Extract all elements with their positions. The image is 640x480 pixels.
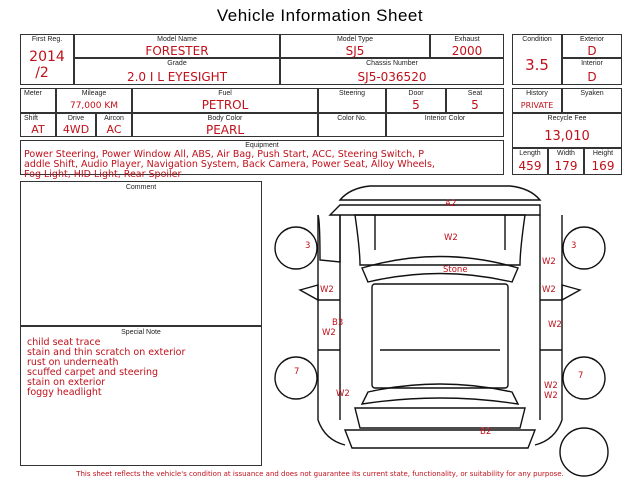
sheet-title: Vehicle Information Sheet xyxy=(216,6,424,25)
mark-left-rear-door: W2 xyxy=(322,328,336,338)
mark-rear-right-wheel: 7 xyxy=(578,371,584,381)
mark-roof: Stone xyxy=(443,265,468,275)
recycle-fee-label: Recycle Fee xyxy=(547,115,587,122)
special-note-label: Special Note xyxy=(121,329,161,336)
drive-value: 4WD xyxy=(62,123,90,136)
mark-front-left-wheel: 3 xyxy=(305,241,311,251)
aircon-label: Aircon xyxy=(104,115,124,122)
mileage-label: Mileage xyxy=(81,90,107,97)
steering-label: Steering xyxy=(338,90,366,97)
rear-window-outline xyxy=(362,384,518,404)
special-note-item: stain on exterior xyxy=(27,377,106,388)
first-reg-year: 2014 xyxy=(29,49,65,65)
windshield-outline xyxy=(362,257,518,283)
mark-front-right-wheel: 3 xyxy=(571,241,577,251)
body-color-value: PEARL xyxy=(205,123,245,137)
exhaust-label: Exhaust xyxy=(454,36,480,43)
history-value: PRIVATE xyxy=(520,101,554,110)
shift-value: AT xyxy=(31,123,45,136)
color-no-label: Color No. xyxy=(337,115,367,122)
roof-outline xyxy=(372,284,508,388)
left-side-outline xyxy=(318,215,340,262)
model-type-label: Model Type xyxy=(336,36,374,43)
door-value: 5 xyxy=(412,98,420,112)
trunk-outline xyxy=(355,408,525,428)
special-note-item: rust on underneath xyxy=(27,357,119,368)
interior-value: D xyxy=(587,70,597,84)
comment-label: Comment xyxy=(125,184,157,191)
recycle-fee-value: 13,010 xyxy=(544,129,590,144)
grade-label: Grade xyxy=(167,60,187,67)
mark-front-left-fender: W2 xyxy=(542,257,556,267)
width-value: 179 xyxy=(554,159,578,173)
meter-label: Meter xyxy=(24,90,42,97)
model-name-label: Model Name xyxy=(157,36,197,43)
mark-left-center: B3 xyxy=(332,318,344,328)
front-right-wheel xyxy=(563,227,605,269)
front-left-wheel xyxy=(275,227,317,269)
condition-value: 3.5 xyxy=(525,56,549,74)
equipment-label: Equipment xyxy=(245,142,279,149)
fuel-value: PETROL xyxy=(201,98,249,112)
mark-rear-bumper: B2 xyxy=(480,427,492,437)
special-note-item: child seat trace xyxy=(27,337,101,348)
interior-color-label: Interior Color xyxy=(424,115,466,122)
length-value: 459 xyxy=(518,159,542,173)
equipment-line: addle Shift, Audio Player, Navigation System, Back Camera, Power Seat, Alloy Wheels, xyxy=(24,159,435,170)
mark-rear-right-quarter: W2 xyxy=(544,381,558,391)
body-color-label: Body Color xyxy=(207,115,243,122)
rear-right-wheel xyxy=(563,357,605,399)
height-value: 169 xyxy=(591,159,615,173)
special-note-item: foggy headlight xyxy=(27,387,102,398)
exterior-label: Exterior xyxy=(579,36,605,43)
equipment-line: Fog Light, HID Light, Rear Spoiler xyxy=(24,169,182,180)
width-label: Width xyxy=(557,150,575,157)
mark-right-front-door: W2 xyxy=(548,320,562,330)
condition-label: Condition xyxy=(522,36,552,43)
interior-label: Interior xyxy=(581,60,603,67)
model-type-value: SJ5 xyxy=(345,44,365,58)
height-label: Height xyxy=(592,150,614,157)
mark-front-bumper: A2 xyxy=(445,199,457,209)
mark-rear-left-quarter: W2 xyxy=(336,389,350,399)
syaken-label: Syaken xyxy=(580,90,604,97)
mark-left-front-door: W2 xyxy=(320,285,334,295)
front-bumper-outline xyxy=(340,186,540,200)
model-name-value: FORESTER xyxy=(145,44,209,58)
mark-hood: W2 xyxy=(444,233,458,243)
rear-bumper-outline xyxy=(345,430,535,448)
chassis-number-label: Chassis Number xyxy=(366,60,418,67)
spare-wheel xyxy=(560,428,608,476)
disclaimer-footer: This sheet reflects the vehicle's condition at issuance and does not guarantee its current state, functionality, or suitability for any purpose. xyxy=(76,470,564,478)
grade-value: 2.0 I L EYESIGHT xyxy=(126,70,228,84)
fuel-label: Fuel xyxy=(218,90,232,97)
mark-rear-left-wheel: 7 xyxy=(294,367,300,377)
first-reg-label: First Reg. xyxy=(31,36,63,43)
seat-value: 5 xyxy=(471,98,479,112)
chassis-number-value: SJ5-036520 xyxy=(357,70,427,84)
first-reg-month: /2 xyxy=(35,65,49,81)
length-label: Length xyxy=(519,150,541,157)
exterior-value: D xyxy=(587,44,597,58)
mileage-value: 77,000 KM xyxy=(69,101,119,111)
history-label: History xyxy=(526,90,548,97)
exhaust-value: 2000 xyxy=(451,44,483,58)
special-note-item: stain and thin scratch on exterior xyxy=(27,347,186,358)
shift-label: Shift xyxy=(24,115,39,122)
mark-right-rear-door: W2 xyxy=(544,391,558,401)
drive-label: Drive xyxy=(67,115,85,122)
special-note-item: scuffed carpet and steering xyxy=(27,367,159,378)
aircon-value: AC xyxy=(106,123,122,136)
mark-front-right-fender: W2 xyxy=(542,285,556,295)
hood-outline xyxy=(355,215,525,265)
rear-left-wheel xyxy=(275,357,317,399)
equipment-line: Power Steering, Power Window All, ABS, Air Bag, Push Start, ACC, Steering Switch, P xyxy=(24,149,424,160)
door-label: Door xyxy=(408,90,424,97)
seat-label: Seat xyxy=(467,90,483,97)
car-body-outline xyxy=(330,205,540,215)
